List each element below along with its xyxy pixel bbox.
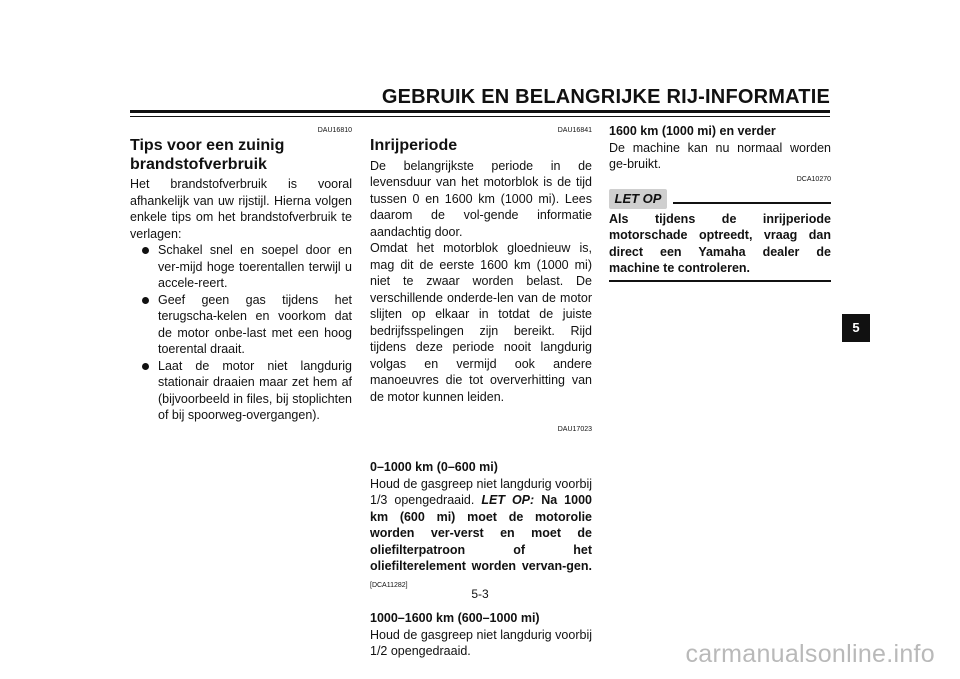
list-item: [130, 358, 352, 424]
section-title: Tips voor een zuinig brandstofverbruik: [130, 137, 285, 173]
caution-end-rule: [609, 280, 831, 282]
subheading: 0–1000 km (0–600 mi): [370, 460, 498, 474]
list-item: [130, 292, 352, 358]
caution-code: [DCA11282]: [370, 581, 408, 589]
header-rule-thick: [130, 110, 830, 113]
caution-text: Als tijdens de inrijperiode motorschade optreedt, vraag dan direct een Yamaha dealer de machine te controleren.: [609, 211, 831, 275]
bullet-icon: [142, 247, 149, 254]
list-item-text: Laat de motor niet langdurig stationair draaien maar zet hem af (bijvoorbeeld in files, bij stoplichten of bij spoorweg-overgangen).: [158, 358, 352, 422]
paragraph: De machine kan nu normaal worden ge-bruikt.: [609, 140, 831, 171]
header-rule-thin: [130, 116, 830, 117]
chapter-tab: 5: [842, 314, 870, 342]
caution-badge: LET OP: [609, 189, 667, 209]
column-after-break-in: [609, 120, 831, 282]
list-item-text: Geef geen gas tijdens het terugscha-kelen en voorkom dat de motor onbe-last met een hoog toerental draait.: [158, 292, 352, 356]
section-code: DAU16810: [317, 127, 352, 134]
bullet-icon: [142, 297, 149, 304]
column-break-in: [370, 120, 592, 660]
paragraph: De belangrijkste periode in de levensduur van het motorblok is de tijd tussen 0 en 1600 km (1000 mi). Lees daarom de vol-gende informatie aandachtig door.: [370, 158, 592, 239]
column-fuel-tips: [130, 120, 352, 424]
watermark: carmanualsonline.info: [685, 640, 935, 668]
paragraph: Houd de gasgreep niet langdurig voorbij 1/2 opengedraaid.: [370, 627, 592, 658]
section-code: DAU17023: [557, 426, 592, 433]
caution-rule: [673, 202, 831, 204]
section-title: Inrijperiode: [370, 137, 458, 154]
caution-header: [609, 189, 831, 211]
page-number: 5-3: [471, 587, 489, 601]
intro-paragraph: Het brandstofverbruik is vooral afhankelijk van uw rijstijl. Hierna volgen enkele tips om het brandstofverbruik te verlagen:: [130, 177, 352, 241]
section-code: DAU16841: [557, 127, 592, 134]
subheading: 1000–1600 km (600–1000 mi): [370, 611, 540, 625]
list-item: [130, 242, 352, 292]
paragraph-text: Houd de gasgreep niet langdurig voorbij 1/3 opengedraaid.: [370, 476, 592, 507]
paragraph: Omdat het motorblok gloednieuw is, mag dit de eerste 1600 km (1000 mi) niet te zwaar worden belast. De verschillende onderde-len van de motor slijten op elkaar in totdat de juiste bedrijfsspelingen zijn bereikt. Rijd tijdens deze periode nooit langdurig volgas en vermijd ook andere manoeuvres die tot oververhitting van de motor kunnen leiden.: [370, 241, 592, 404]
paragraph: [370, 476, 592, 595]
caution-label: LET OP:: [481, 493, 535, 507]
list-item-text: Schakel snel en soepel door en ver-mijd hoge toerentallen terwijl u accele-reert.: [158, 243, 352, 290]
notice-code: DCA10270: [796, 175, 831, 183]
caution-text: Na 1000 km (600 mi) moet de motorolie worden ver-verst en moet de oliefilterpatroon of het oliefilterelement worden vervan-gen.: [370, 493, 592, 573]
bullet-icon: [142, 363, 149, 370]
page-title: GEBRUIK EN BELANGRIJKE RIJ-INFORMATIE: [381, 86, 830, 108]
subheading: 1600 km (1000 mi) en verder: [609, 124, 776, 138]
